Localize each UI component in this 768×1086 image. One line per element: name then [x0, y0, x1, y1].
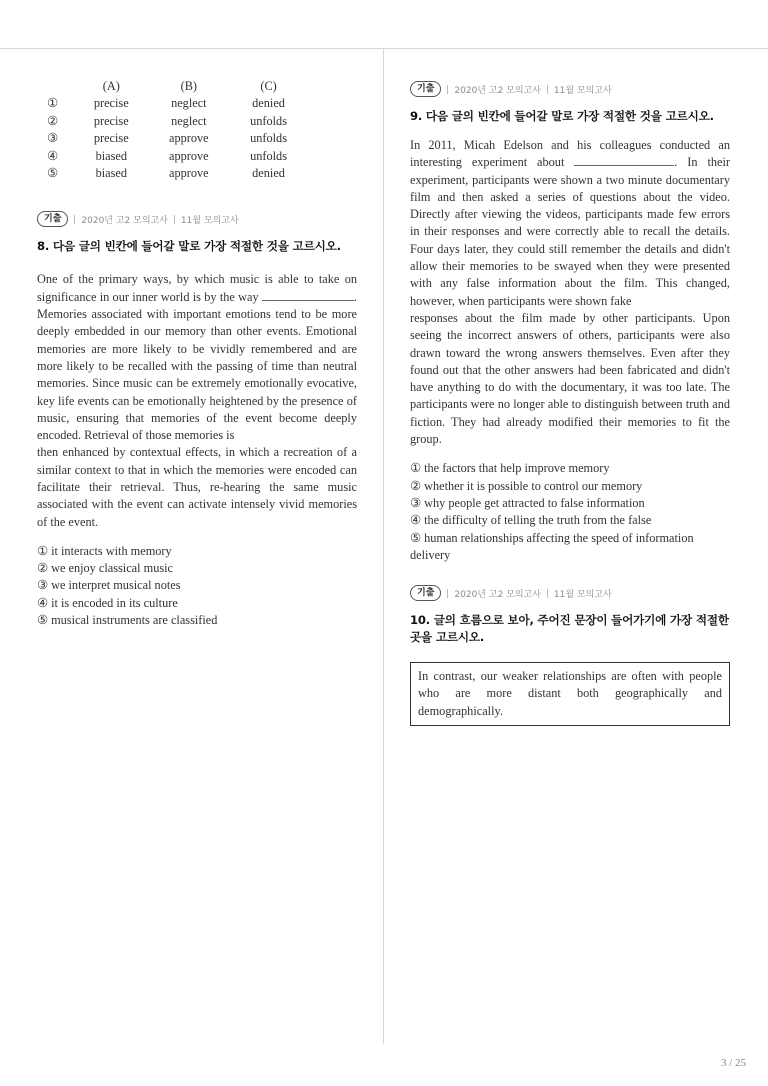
q9-source-year: 2020년 고2 모의고사 — [454, 85, 541, 96]
choice-item: ③ we interpret musical notes — [37, 578, 181, 593]
right-column — [410, 80, 730, 726]
header-c: (C) — [260, 79, 277, 93]
option-row: ④ biased approve unfolds — [47, 148, 287, 163]
option-row: ① precise neglect denied — [47, 96, 285, 111]
q10-given-sentence-box: In contrast, our weaker relationships are often with people who are more distant both geographically and demographically. — [410, 662, 730, 726]
page-number: 3 / 25 — [720, 1057, 746, 1069]
choice-item: ② we enjoy classical music — [37, 561, 174, 576]
q7-options-table — [47, 78, 307, 182]
header-a: (A) — [102, 79, 120, 93]
choice-item: ③ why people get attracted to false information — [410, 495, 645, 510]
q9-passage: In 2011, Micah Edelson and his colleagues conducted an interesting experiment about . In their experiment, participants were shown a two minute documentary film and then asked a series of questions about the video. Directly after viewing the videos, participants made few errors in their responses and were correctly able to recall the details. Four days later, they could still remember the details and didn't allow their memories to be swayed when they were presented with any false information about the film. This changed, however, when participants were shown fake responses about the film made by other participants. Upon seeing the incorrect answers of others, participants were also drawn toward the wrong answers themselves. Even after they found out that the other answers had been fabricated and didn't have anything to do with the documentary, it was too late. The participants were no longer able to distinguish between truth and fiction. They had already modified their memories to fit the group. — [410, 138, 730, 447]
q9-source-line — [410, 80, 730, 98]
left-column — [37, 78, 357, 629]
choice-item: ④ the difficulty of telling the truth from the false — [410, 513, 652, 528]
choice-item: ① it interacts with memory — [37, 543, 172, 558]
q8-blank — [262, 289, 354, 301]
option-row: ② precise neglect unfolds — [47, 113, 287, 128]
q8-passage: One of the primary ways, by which music is able to take on significance in our inner world is by the way . Memories associated with important emotions tend to be more deeply embedded in our memory than other events. Emotional memories are more likely to be vividly remembered and are more likely to be recalled with the passing of time than neutral memories. Since music can be extremely emotionally evocative, key life events can be emotionally heightened by the presence of music, ensuring that memories of the event become deeply encoded. Retrieval of those memories is then enhanced by contextual effects, in which a recreation of a similar context to that in which the memories were encoded can facilitate their retrieval. Thus, re-hearing the same music associated with the event can activate intensely vivid memories of the event. — [37, 272, 357, 529]
q8-source-line — [37, 210, 357, 228]
q10-source-line — [410, 584, 730, 602]
column-divider — [383, 49, 384, 1044]
q10-title: 10. 글의 흐름으로 보아, 주어진 문장이 들어가기에 가장 적절한 곳을 고르시오. — [410, 613, 729, 645]
choice-item: ⑤ musical instruments are classified — [37, 613, 218, 628]
choice-item: ② whether it is possible to control our memory — [410, 478, 643, 493]
q10-source-year: 2020년 고2 모의고사 — [454, 589, 541, 600]
q9-tag-badge: 기출 — [410, 81, 441, 97]
header-rule — [0, 48, 768, 49]
q8-choices — [37, 543, 357, 629]
choice-item: ⑤ human relationships affecting the speed of information delivery — [410, 530, 694, 562]
q9-source-month: 11월 모의고사 — [553, 85, 612, 96]
option-row: ⑤ biased approve denied — [47, 166, 285, 181]
q8-source-month: 11월 모의고사 — [180, 215, 239, 226]
q8-source-year: 2020년 고2 모의고사 — [81, 215, 168, 226]
q8-title: 8. 다음 글의 빈칸에 들어갈 말로 가장 적절한 것을 고르시오. — [37, 239, 341, 254]
q9-blank — [574, 154, 674, 166]
q8-tag-badge: 기출 — [37, 211, 68, 227]
choice-item: ④ it is encoded in its culture — [37, 595, 178, 610]
option-row: ③ precise approve unfolds — [47, 131, 287, 146]
q10-tag-badge: 기출 — [410, 585, 441, 601]
q9-choices — [410, 460, 730, 564]
q10-source-month: 11월 모의고사 — [553, 589, 612, 600]
choice-item: ① the factors that help improve memory — [410, 461, 610, 476]
header-b: (B) — [180, 79, 198, 93]
q9-title: 9. 다음 글의 빈칸에 들어갈 말로 가장 적절한 것을 고르시오. — [410, 109, 714, 123]
